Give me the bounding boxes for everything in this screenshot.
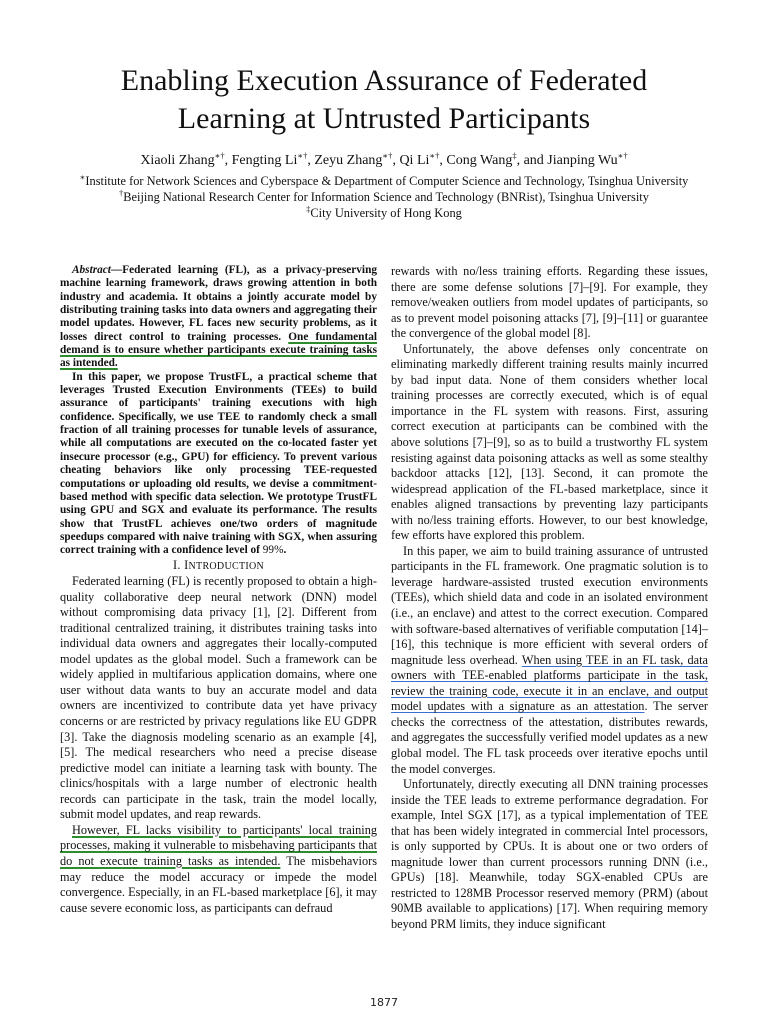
abstract-paragraph-1	[60, 264, 377, 371]
abstract-text: In this paper, we propose TrustFL, a practical scheme that leverages Trusted Execution Environments (TEEs) to build assurance of participants' training executions with high confidence. Specifically, we use TEE to randomly check a small fraction of all training processes for tunable levels of assurance, while all computations are executed on the co-located faster yet insecure processor (e.g., GPU) for efficiency. To prevent various cheating behaviors like only processing TEE-requested computations or uploading old results, we devise a commitment-based method with specific data selection. We prototype TrustFL using GPU and SGX and evaluate its performance. The results show that TrustFL achieves one/two orders of magnitude speedups compared with naive training with SGX, when assuring correct training with a confidence level of	[60, 370, 377, 557]
right-column	[391, 264, 708, 933]
confidence-value: 99%	[262, 544, 284, 557]
left-column	[60, 264, 377, 916]
author-name: Cong Wang	[446, 153, 513, 168]
abstract-paragraph-2	[60, 371, 377, 558]
intro-paragraph-1: Federated learning (FL) is recently proposed to obtain a high-quality collaborative deep neural network (DNN) model without compromising data privacy [1], [2]. Different from traditional centralized training, it distributes training tasks into individual data owners and aggregates their locally-computed model updates as the global model. Such a framework can be widely applied in multifarious application domains, where one user without data wants to buy an accurate model and data owners are incentivized to contribute data yet have privacy concerns or are restricted by privacy regulations like EU GDPR [3]. Take the diagnosis modeling scenario as an example [4], [5]. The medical researchers who need a precise disease predictive model can initiate a learning task with bounty. The clinics/hospitals with a large number of electronic health records can participate in the task, train the model locally, submit model updates, and reap rewards.	[60, 574, 377, 822]
author-name: Qi Li	[399, 153, 430, 168]
section-title-rest: NTRODUCTION	[188, 560, 265, 572]
title-line-2: Learning at Untrusted Participants	[177, 102, 591, 135]
author-name: Fengting Li	[231, 153, 298, 168]
page-number: 1877	[370, 996, 398, 1009]
intro-paragraph-2	[60, 823, 377, 916]
author-list: Xiaoli Zhang∗†, Fengting Li∗†, Zeyu Zhang∗†, Qi Li∗†, Cong Wang‡, and Jianping Wu∗†	[140, 150, 628, 168]
affiliation-text: City University of Hong Kong	[310, 206, 462, 220]
abstract-text: —Federated learning (FL), as a privacy-preserving machine learning framework, draws growing attention in both industry and academia. It obtains a jointly accurate model by distributing training tasks into data owners and aggregating their model updates. However, FL faces new security problems, as it losses direct control to training processes.	[60, 264, 377, 343]
section-heading-introduction	[60, 558, 377, 575]
author-mark: ∗†	[297, 150, 308, 161]
author-mark: ∗†	[429, 150, 440, 161]
right-paragraph-1: rewards with no/less training efforts. Regarding these issues, there are some defense solutions [7]–[9]. For example, they remove/weaken outliers from model updates of participants, so as to prevent model poisoning attacks [7], [9]–[11] or guarantee the convergence of the global model [8].	[391, 264, 708, 341]
right-paragraph-4: Unfortunately, directly executing all DNN training processes inside the TEE leads to extreme performance degradation. For example, Intel SGX [17], as a typical implementation of TEE that has been widely integrated in commercial Intel processors, is only supported by CPUs. It is about one or two orders of magnitude lower than current processors running DNN (i.e., GPUs) [18]. Meanwhile, today SGX-enabled CPUs are restricted to 128MB Processor reserved memory (PRM) (about 90MB available to applications) [17]. When requiring memory beyond PRM limits, they induce significant	[391, 777, 708, 931]
affiliation-mark: †	[119, 187, 124, 198]
highlighted-text: However, FL lacks visibility to participants' local training processes, making it vulnerable to misbehaving participants that do not execute training tasks as intended.	[60, 822, 377, 868]
affiliation-3	[30, 205, 738, 221]
right-paragraph-2: Unfortunately, the above defenses only concentrate on eliminating markedly different training results mainly incurred by bad input data. None of them considers whether local training processes are correctly executed, which is of equal importance in the FL system with reasons. First, assuring correct execution at participants can be combined with the above solutions [7]–[9], so as to build a trustworthy FL system resisting against data poisoning attacks as well as some stealthy backdoor attacks [12], [13]. Second, it can promote the widespread application of the FL-based marketplace, since it enables aligned transactions by preventing lazy participants with no/less training efforts. However, to our best knowledge, few efforts have explored this problem.	[391, 341, 708, 543]
affiliation-mark: ‡	[306, 203, 311, 214]
highlighted-text: When using TEE in an FL task, data owners with TEE-enabled platforms participate in the task, review the training code, execute it in an enclave, and output model updates with a signature as an attestation	[391, 652, 708, 714]
section-initial: I	[184, 557, 189, 572]
title-line-1: Enabling Execution Assurance of Federated	[120, 64, 648, 97]
right-paragraph-3	[391, 544, 708, 777]
author-mark: ∗†	[214, 150, 225, 161]
author-mark: ∗†	[617, 150, 628, 161]
paper-title	[40, 62, 728, 138]
abstract-text-end: .	[283, 544, 287, 557]
abstract-label: Abstract	[72, 264, 111, 276]
paragraph-text: The misbehaviors may reduce the model accuracy or impede the model convergence. Especially, in an FL-based marketplace [6], it may cause severe economic loss, as participants can defraud	[60, 853, 377, 915]
affiliation-2	[30, 189, 738, 205]
affiliation-mark: ∗	[79, 171, 86, 182]
author-mark: ∗†	[382, 150, 393, 161]
author-mark: ‡	[512, 150, 517, 161]
author-name: Xiaoli Zhang	[140, 153, 215, 168]
paragraph-text: . The server checks the correctness of the attestation, distributes rewards, and aggregates the successfully verified model updates as a new global model. The FL task proceeds over iterative epochs until the model converges.	[391, 699, 708, 776]
author-name: Zeyu Zhang	[314, 153, 383, 168]
section-number: I.	[172, 557, 185, 572]
affiliation-1	[30, 173, 738, 189]
paragraph-text: In this paper, we aim to build training assurance of untrusted participants in the FL framework. One pragmatic solution is to leverage hardware-assisted trusted execution environments (TEEs), which shield data and code in an isolated environment (i.e., an enclave) and attest to the correct execution. Compared with software-based alternatives of verifiable computation [14]–[16], this technique is more efficient with several orders of magnitude less overhead.	[391, 543, 708, 667]
affiliation-text: Beijing National Research Center for Information Science and Technology (BNRist), Tsinghua University	[123, 190, 649, 204]
affiliation-text: Institute for Network Sciences and Cyberspace & Department of Computer Science and Technology, Tsinghua University	[85, 174, 689, 188]
author-name: and Jianping Wu	[523, 153, 618, 168]
highlighted-text: One fundamental demand is to ensure whether participants execute training tasks as intended.	[60, 330, 377, 370]
